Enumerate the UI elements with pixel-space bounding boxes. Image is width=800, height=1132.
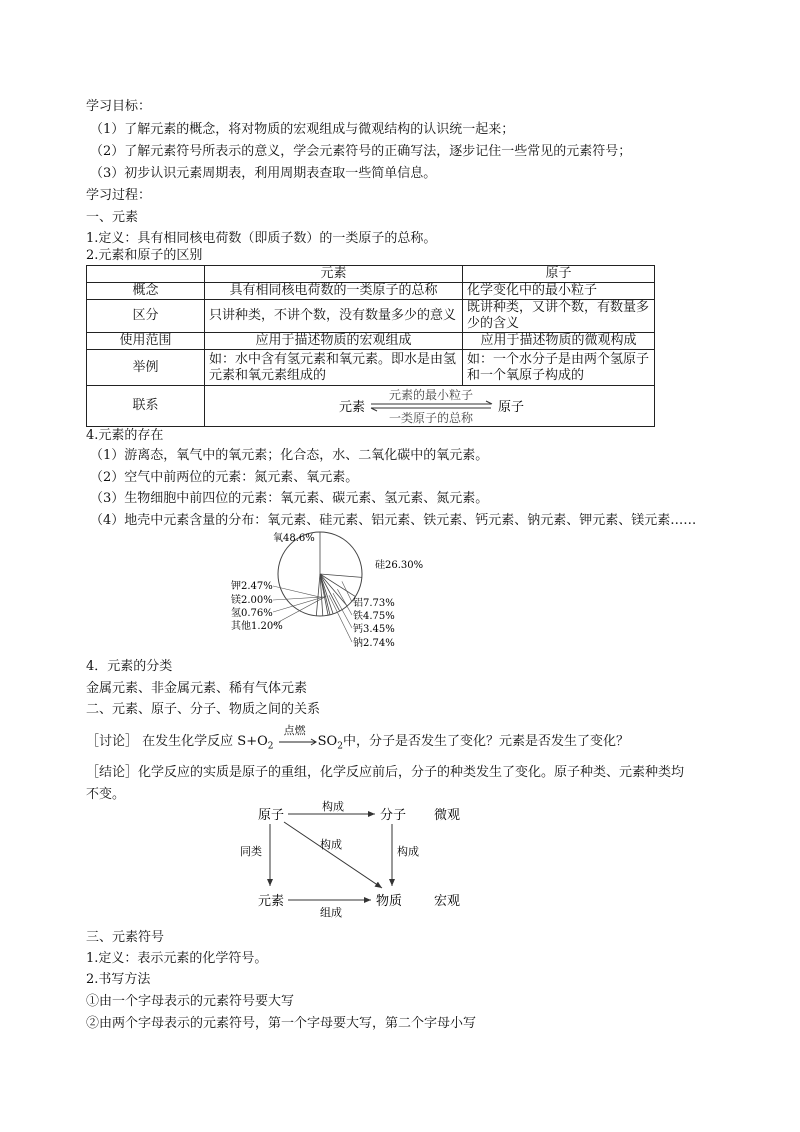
rule-item: ②由两个字母表示的元素符号，第一个字母要大写，第二个字母小写 [86,1016,477,1031]
existence-item: （3）生物细胞中前四位的元素：氧元素、碳元素、氢元素、氮元素。 [90,491,489,506]
pie-leader [329,595,352,642]
classification-title: 4．元素的分类 [86,659,173,674]
cell-atom-concept: 化学变化中的最小粒子 [462,283,654,300]
discussion-tag: ［讨论］ [86,734,139,749]
conclusion-tag: ［结论］ [86,765,139,780]
pie-slice [316,574,320,616]
section2-title: 二、元素、原子、分子、物质之间的关系 [86,702,321,717]
existence-item: （2）空气中前两位的元素：氮元素、氧元素。 [90,470,359,485]
arrow-label-right: 构成 [397,845,419,858]
pie-label: 硅26.30% [375,560,424,571]
reaction-arrow-icon [278,736,318,748]
existence-item: （1）游离态，氧气中的氧元素；化合态，水、二氧化碳中的氧元素。 [90,448,489,463]
section3-method-title: 2.书写方法 [86,972,151,987]
level-micro: 微观 [434,808,461,823]
pie-label: 铝7.73% [353,598,395,609]
classification-content: 金属元素、非金属元素、稀有气体元素 [86,681,308,696]
existence-item: （4）地壳中元素含量的分布：氧元素、硅元素、铝元素、铁元素、钙元素、钠元素、钾元素、镁元素…… [90,513,697,528]
link-diagram [205,386,653,426]
link-element-label: 元素 [339,400,366,415]
discussion-post: 中，分子是否发生了变化？元素是否发生了变化？ [342,734,629,749]
discussion-line [86,723,629,756]
arrow-label-bottom: 组成 [320,906,342,919]
arrow-label-top: 构成 [322,800,344,813]
cell-link [205,386,655,427]
arrow-atom-substance [284,822,382,888]
node-element: 元素 [258,894,285,909]
cell-atom-example: 如：一个水分子是由两个氢原子和一个氧原子构成的 [462,350,654,386]
process-heading: 学习过程： [86,188,152,203]
discussion-pre: 在发生化学反应 S+O [142,734,268,749]
arrow-label-diag: 构成 [320,838,342,851]
link-atom-label: 原子 [498,400,525,415]
objectives-heading: 学习目标： [86,99,152,114]
pie-label: 其他1.20% [231,621,283,632]
discussion-product-sub: 2 [337,741,343,752]
cell-element-example: 如：水中含有氢元素和氧元素。即水是由氢元素和氧元素组成的 [205,350,463,386]
discussion-sub: 2 [267,741,274,752]
pie-slice [320,574,340,611]
pie-leader [273,586,320,597]
row-label-example: 举例 [87,350,205,386]
crust-element-pie-chart [225,526,424,650]
row-label-scope: 使用范围 [87,333,205,350]
objective-item: （3）初步认识元素周期表，利用周期表查取一些简单信息。 [90,166,437,181]
cell-element-concept: 具有相同核电荷数的一类原子的总称 [205,283,463,300]
conclusion-text: 化学反应的实质是原子的重组，化学反应前后，分子的种类发生了变化。原子种类、元素种类均 [138,765,685,780]
objective-item: （1）了解元素的概念，将对物质的宏观组成与微观结构的认识统一起来； [90,122,515,137]
level-macro: 宏观 [434,894,461,909]
rule-item: ①由一个字母表示的元素符号要大写 [86,994,295,1009]
relationship-diagram [230,800,480,920]
reaction-condition: 点燃 [283,723,306,737]
row-label-distinction: 区分 [87,300,205,333]
link-arrow-top-text: 元素的最小粒子 [388,388,474,402]
existence-title: 4.元素的存在 [86,428,164,443]
row-label-link: 联系 [87,386,205,427]
conclusion-line2: 不变。 [86,787,126,802]
header-element: 元素 [205,266,463,283]
node-molecule: 分子 [380,808,407,823]
arrow-label-left: 同类 [240,845,262,858]
pie-label: 钠2.74% [353,638,395,649]
pie-label: 钾2.47% [231,581,273,592]
pie-label: 镁2.00% [231,595,273,606]
element-atom-table [86,265,655,427]
cell-atom-scope: 应用于描述物质的微观构成 [462,333,654,350]
section1-title: 一、元素 [86,210,139,225]
pie-slice [320,574,362,577]
conclusion-line [86,764,684,782]
table-caption: 2.元素和原子的区别 [86,248,203,263]
cell-element-distinction: 只讲种类，不讲个数，没有数量多少的意义 [205,300,463,333]
section1-definition: 1.定义：具有相同核电荷数（即质子数）的一类原子的总称。 [86,231,437,246]
reaction-arrow [278,723,318,748]
node-atom: 原子 [258,808,285,823]
pie-slice [320,574,355,597]
pie-label: 铁4.75% [353,611,395,622]
link-arrow-bottom-text: 一类原子的总称 [388,411,474,425]
pie-label: 氢0.76% [231,608,273,619]
cell-atom-distinction: 既讲种类，又讲个数，有数量多少的含义 [462,300,654,333]
pie-leader [342,581,352,602]
table-corner [87,266,205,283]
pie-label: 钙3.45% [353,624,395,635]
pie-label: 氧48.6% [273,533,315,544]
section3-definition: 1.定义：表示元素的化学符号。 [86,951,268,966]
cell-element-scope: 应用于描述物质的宏观组成 [205,333,463,350]
row-label-concept: 概念 [87,283,205,300]
section3-title: 三、元素符号 [86,930,165,945]
discussion-product: SO [317,734,338,749]
node-substance: 物质 [376,894,403,909]
header-atom: 原子 [462,266,654,283]
objective-item: （2）了解元素符号所表示的意义，学会元素符号的正确写法，逐步记住一些常见的元素符号； [90,144,632,159]
